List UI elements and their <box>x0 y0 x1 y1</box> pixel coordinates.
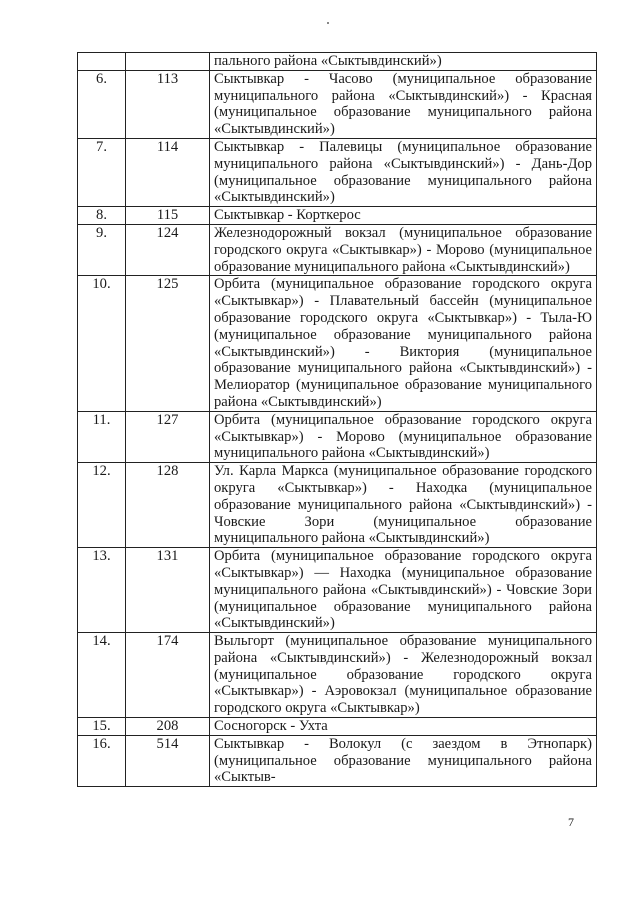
route-number: 127 <box>126 411 210 462</box>
row-number: 14. <box>78 633 126 718</box>
row-number: 13. <box>78 548 126 633</box>
table-row <box>78 718 597 736</box>
row-number: 11. <box>78 411 126 462</box>
route-description: Выльгорт (муниципальное образование муниципального района «Сыктывдинский») - Железнодорожный вокзал (муниципальное образование городского округа «Сыктывкар») - Аэровокзал (муниципальное образование городского округа «Сыктывкар») <box>210 633 597 718</box>
route-number: 115 <box>126 207 210 225</box>
row-number: 7. <box>78 138 126 206</box>
route-description: Сыктывкар - Волокул (с заездом в Этнопарк) (муниципальное образование муниципального района «Сыктыв- <box>210 735 597 786</box>
route-description: Сосногорск - Ухта <box>210 718 597 736</box>
table-row <box>78 411 597 462</box>
row-number: 15. <box>78 718 126 736</box>
route-number <box>126 53 210 71</box>
row-number: 10. <box>78 276 126 411</box>
table-row <box>78 633 597 718</box>
route-number: 113 <box>126 70 210 138</box>
scan-mark <box>327 22 329 24</box>
route-description: Орбита (муниципальное образование городского округа «Сыктывкар») — Находка (муниципальное образование муниципального района «Сыктывдинский») - Човские Зори (муниципальное образование муниципального района «Сыктывдинский») <box>210 548 597 633</box>
row-number: 6. <box>78 70 126 138</box>
table-row <box>78 463 597 548</box>
route-description: Сыктывкар - Корткерос <box>210 207 597 225</box>
page-number: 7 <box>568 815 574 829</box>
route-number: 114 <box>126 138 210 206</box>
route-description: Орбита (муниципальное образование городского округа «Сыктывкар») - Плавательный бассейн (муниципальное образование городского округа «Сыктывкар») - Тыла-Ю (муниципальное образование муниципального района «Сыктывдинский») - Виктория (муниципальное образование муниципального района «Сыктывдинский») - Мелиоратор (муниципальное образование муниципального района «Сыктывдинский») <box>210 276 597 411</box>
table-row <box>78 207 597 225</box>
table-row <box>78 548 597 633</box>
route-description: Орбита (муниципальное образование городского округа «Сыктывкар») - Морово (муниципальное образование муниципального района «Сыктывдинский») <box>210 411 597 462</box>
row-number <box>78 53 126 71</box>
route-number: 131 <box>126 548 210 633</box>
row-number: 16. <box>78 735 126 786</box>
route-description: Сыктывкар - Палевицы (муниципальное образование муниципального района «Сыктывдинский») - Дань-Дор (муниципальное образование муниципального района «Сыктывдинский») <box>210 138 597 206</box>
route-description: пального района «Сыктывдинский») <box>210 53 597 71</box>
route-number: 124 <box>126 224 210 275</box>
table-row <box>78 138 597 206</box>
route-number: 174 <box>126 633 210 718</box>
route-number: 125 <box>126 276 210 411</box>
row-number: 12. <box>78 463 126 548</box>
route-description: Сыктывкар - Часово (муниципальное образование муниципального района «Сыктывдинский») - Красная (муниципальное образование муниципального района «Сыктывдинский») <box>210 70 597 138</box>
route-number: 514 <box>126 735 210 786</box>
table-row <box>78 70 597 138</box>
table-row <box>78 276 597 411</box>
table-row <box>78 53 597 71</box>
route-number: 208 <box>126 718 210 736</box>
routes-table <box>77 52 597 787</box>
route-number: 128 <box>126 463 210 548</box>
table-row <box>78 735 597 786</box>
row-number: 8. <box>78 207 126 225</box>
table-row <box>78 224 597 275</box>
route-description: Ул. Карла Маркса (муниципальное образование городского округа «Сыктывкар») - Находка (муниципальное образование муниципального района «Сыктывдинский») - Човские Зори (муниципальное образование муниципального района «Сыктывдинский») <box>210 463 597 548</box>
row-number: 9. <box>78 224 126 275</box>
route-description: Железнодорожный вокзал (муниципальное образование городского округа «Сыктывкар») - Морово (муниципальное образование муниципального района «Сыктывдинский») <box>210 224 597 275</box>
